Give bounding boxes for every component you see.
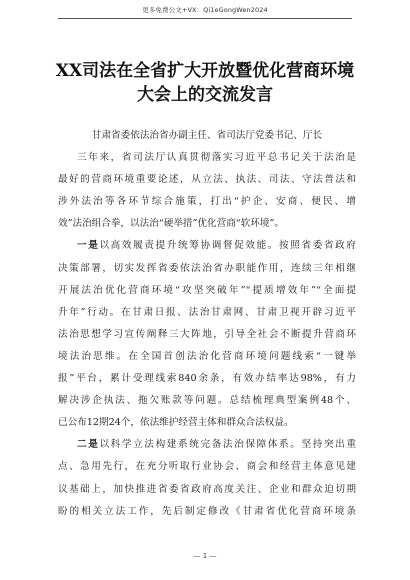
body-line: 盼的相关立法工作，先后制定修改《甘肃省优化营商环境条 [58,505,356,517]
body-line: 决策部署，切实发挥省委依法治省办职能作用，连续三年相继 [58,262,356,274]
body-line: 三年来，省司法厅认真贯彻落实习近平总书记关于法治是 [77,152,356,164]
header-divider [58,18,352,19]
body-line: 升年”行动。在甘肃日报、法治甘肃网、甘肃卫视开辟习近平 [58,306,356,318]
body-line [58,235,356,257]
document-body [58,125,356,523]
page-number: — 1 — [193,552,217,560]
paragraph-2 [58,235,356,434]
header-note: 更多免费公文+VX：Qi1eGongWen2024 [142,6,268,14]
body-line: 点、急用先行，在充分听取行业协会、商会和经营主体意见建 [58,461,356,473]
body-line: 解决涉企执法、拖欠账款等问题。总结梳理典型案例48个、 [58,395,356,407]
body-line: 涉外法治等各环节综合施策，打出“护企、安商、便民、增 [58,196,356,208]
body-text: 以高效履责提升统筹协调督促效能。按照省委省政府 [99,240,356,252]
body-line: 法治思想学习宣传阐释三大阵地，引导全社会不断提升营商环 [58,328,356,340]
document-title [40,59,370,107]
body-line [58,434,356,456]
paragraph-3 [58,434,356,522]
title-line-2: 大会上的交流发言 [137,85,273,105]
body-text: 以科学立法构建系统完备法治保障体系。坚持突出重 [99,439,356,451]
paragraph-lead: 二是 [77,439,100,451]
body-line: 最好的营商环境重要论述，从立法、执法、司法、守法普法和 [58,174,356,186]
body-line: 境法治思维。在全国首创法治化营商环境问题线索“一键举 [58,350,356,362]
body-line: 已公布12期24个，依法维护经营主体和群众合法权益。 [58,417,294,429]
author-line: 甘肃省委依法治省办副主任、省司法厅党委书记、厅长 [91,130,323,141]
title-line-1: XX司法在全省扩大开放暨优化营商环境 [55,61,355,81]
paragraph-lead: 一是 [77,240,100,252]
body-line: 报”平台，累计受理线索840余条，有效办结率达98%，有力 [58,373,356,385]
body-line: 议基础上，加快推进省委省政府高度关注、企业和群众迫切期 [58,483,356,495]
paragraph-1 [58,147,356,235]
body-line: 开展法治优化营商环境“攻坚突破年”“提质增效年”“全面提 [58,284,356,296]
body-line: 效”法治组合拳，以法治“硬举措”优化营商“软环境”。 [58,218,284,230]
